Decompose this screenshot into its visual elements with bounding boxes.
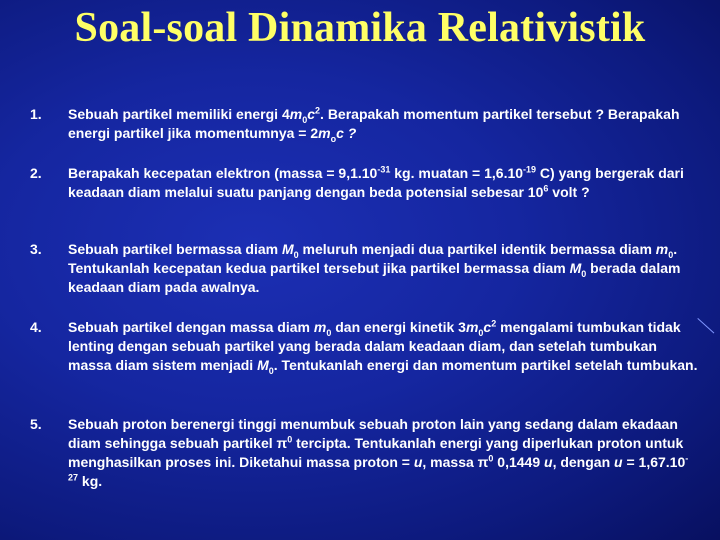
problem-number: 3. bbox=[30, 241, 42, 257]
problem-text: Sebuah proton berenergi tinggi menumbuk sebuah proton lain yang sedang dalam ekadaan diam sehingga sebuah partikel $\pi^0$ tercipta. Tentukanlah energi yang diperlukan proton untuk menghasilkan proses ini. Diketahui massa proton = u, massa $\pi^0$ 0,1449 u, dengan $u = 1,67.10^{-27}$ kg. bbox=[68, 416, 689, 489]
problem-text: Sebuah partikel dengan massa diam $m_0$ dan energi kinetik $3m_0c^2$ mengalami tumbukan tidak lenting dengan sebuah partikel yang berada dalam keadaan diam, dan setelah tumbukan massa diam sistem menjadi $M_0$. Tentukanlah energi dan momentum partikel setelah tumbukan. bbox=[68, 318, 698, 376]
problem-number: 2. bbox=[30, 165, 42, 181]
problem-text: Sebuah partikel memiliki energi $4m_0c^2$. Berapakah momentum partikel tersebut ? Berapakah energi partikel jika momentumnya = $2m_oc$ ? bbox=[68, 105, 680, 144]
problem-number: 5. bbox=[30, 416, 42, 432]
problem-5 bbox=[30, 415, 698, 491]
decorative-line bbox=[697, 318, 714, 333]
problem-text: Berapakah kecepatan elektron (massa = $9,1.10^{-31}$ kg. $muatan = 1,6.10^{-19}$ C) yang bergerak dari keadaan diam melalui suatu panjang dengan beda potensial sebesar $10^6$ volt ? bbox=[68, 164, 684, 200]
problem-text: Sebuah partikel bermassa diam $M_0$ meluruh menjadi dua partikel identik bermassa diam $m_0$. Tentukanlah kecepatan kedua partikel tersebut jika partikel bermassa diam $M_0$ berada dalam keadaan diam pada awalnya. bbox=[68, 241, 681, 295]
problem-3 bbox=[30, 240, 698, 297]
slide-title: Soal-soal Dinamika Relativistik bbox=[74, 5, 646, 51]
problem-number: 4. bbox=[30, 319, 42, 335]
problem-1 bbox=[30, 105, 698, 143]
problem-2 bbox=[30, 164, 698, 202]
problem-4 bbox=[30, 318, 698, 375]
problem-number: 1. bbox=[30, 106, 42, 122]
